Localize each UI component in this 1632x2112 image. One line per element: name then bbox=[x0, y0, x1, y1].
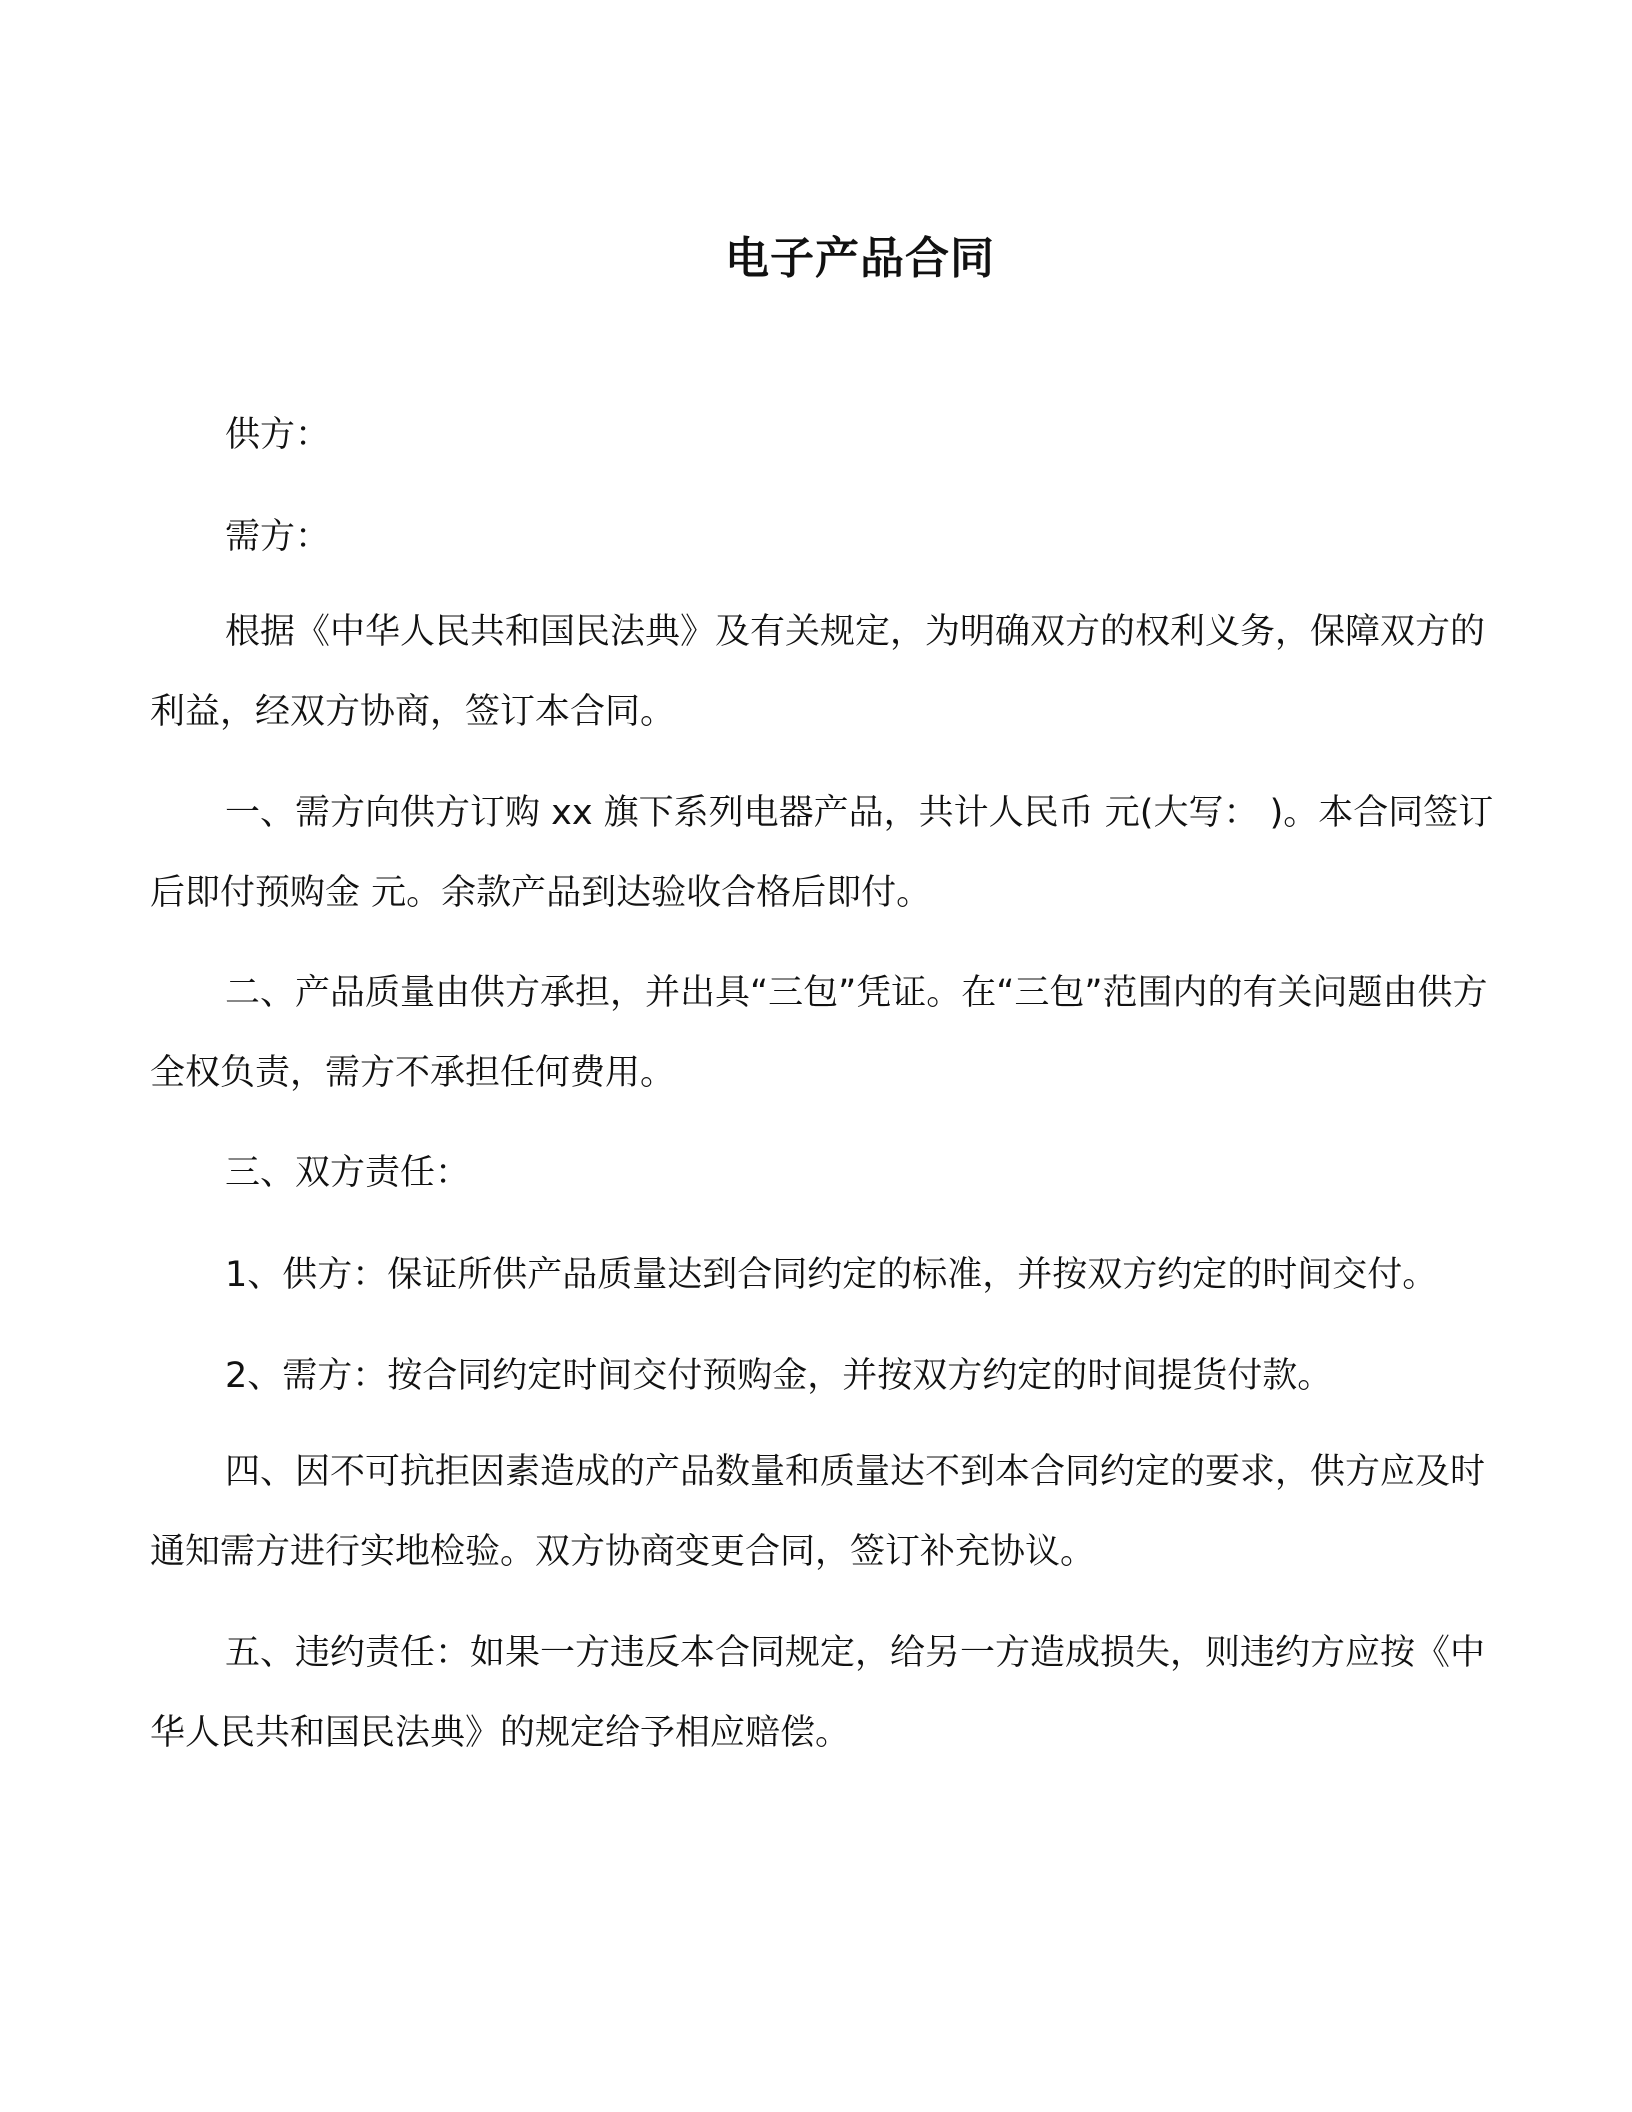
clause-2-paragraph: 二、产品质量由供方承担，并出具“三包”凭证。在“三包”范围内的有关问题由供方全权负责，需方不承担任何费用。 bbox=[150, 973, 1488, 1093]
supplier-line: 供方： bbox=[225, 415, 331, 455]
clause-3-item-2: 2、需方：按合同约定时间交付预购金，并按双方约定的时间提货付款。 bbox=[225, 1356, 1333, 1396]
clause-3-heading: 三、双方责任： bbox=[225, 1153, 471, 1193]
clause-4-paragraph: 四、因不可抗拒因素造成的产品数量和质量达不到本合同约定的要求，供方应及时通知需方进行实地检验。双方协商变更合同，签订补充协议。 bbox=[150, 1452, 1486, 1572]
clause-3-item-1: 1、供方：保证所供产品质量达到合同约定的标准，并按双方约定的时间交付。 bbox=[225, 1255, 1438, 1295]
buyer-line: 需方： bbox=[225, 517, 331, 557]
clause-1-paragraph: 一、需方向供方订购 xx 旗下系列电器产品，共计人民币 元(大写： )。本合同签订后即付预购金 元。余款产品到达验收合格后即付。 bbox=[150, 793, 1494, 913]
document-title: 电子产品合同 bbox=[725, 233, 995, 284]
preamble-paragraph: 根据《中华人民共和国民法典》及有关规定，为明确双方的权利义务，保障双方的利益，经双方协商，签订本合同。 bbox=[150, 612, 1486, 732]
clause-5-paragraph: 五、违约责任：如果一方违反本合同规定，给另一方造成损失，则违约方应按《中华人民共和国民法典》的规定给予相应赔偿。 bbox=[150, 1633, 1486, 1753]
